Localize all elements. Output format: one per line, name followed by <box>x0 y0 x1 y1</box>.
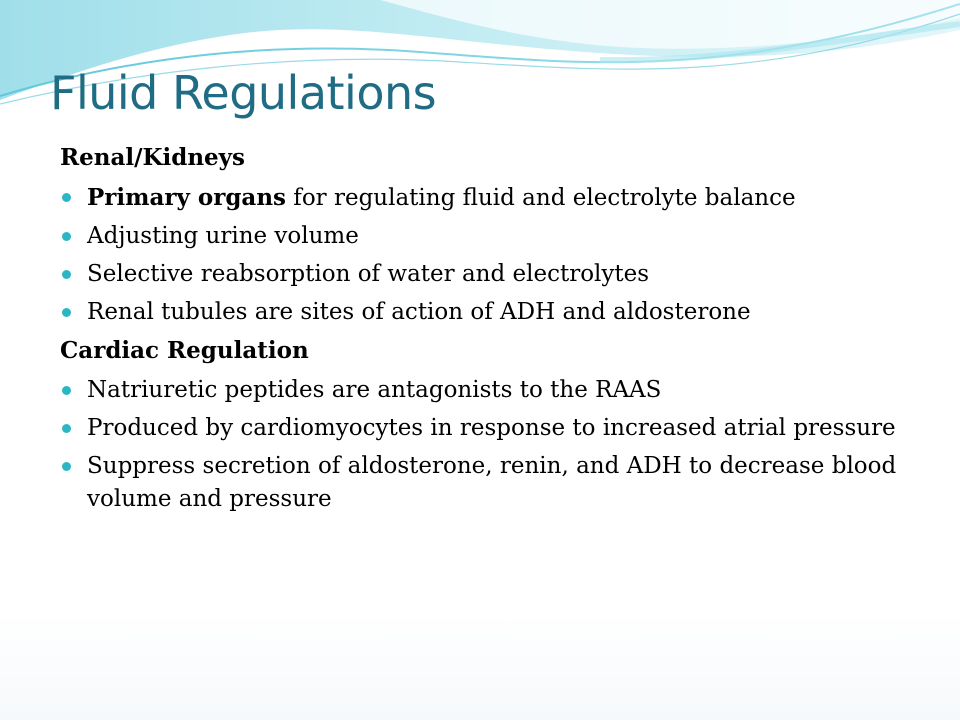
slide-body <box>60 140 920 520</box>
bullet-icon <box>62 232 71 241</box>
list-item <box>60 450 920 516</box>
bullet-text: Produced by cardiomyocytes in response to increased atrial pressure <box>87 415 896 441</box>
section-heading-cardiac: Cardiac Regulation <box>60 337 309 364</box>
bullet-icon <box>62 424 71 433</box>
bullet-icon <box>62 193 71 202</box>
list-item <box>60 258 920 291</box>
list-item <box>60 181 920 215</box>
section-heading-renal: Renal/Kidneys <box>60 144 245 171</box>
bullet-icon <box>62 308 71 317</box>
list-item <box>60 412 920 445</box>
bullet-lead: Primary organs <box>87 184 286 211</box>
bullet-text: Renal tubules are sites of action of ADH and aldosterone <box>87 299 751 325</box>
bullet-icon <box>62 270 71 279</box>
list-item <box>60 220 920 253</box>
bullet-icon <box>62 462 71 471</box>
bullet-text: Suppress secretion of aldosterone, renin, and ADH to decrease blood volume and pressure <box>87 453 897 512</box>
bullet-text: Selective reabsorption of water and electrolytes <box>87 261 650 287</box>
list-item <box>60 296 920 329</box>
list-item <box>60 374 920 407</box>
bullet-icon <box>62 386 71 395</box>
slide-title: Fluid Regulations <box>50 66 437 120</box>
cardiac-bullet-list <box>60 374 920 516</box>
bullet-text: Adjusting urine volume <box>87 223 359 249</box>
bullet-text: for regulating fluid and electrolyte balance <box>286 185 796 211</box>
bullet-text: Natriuretic peptides are antagonists to the RAAS <box>87 377 662 403</box>
renal-bullet-list <box>60 181 920 329</box>
